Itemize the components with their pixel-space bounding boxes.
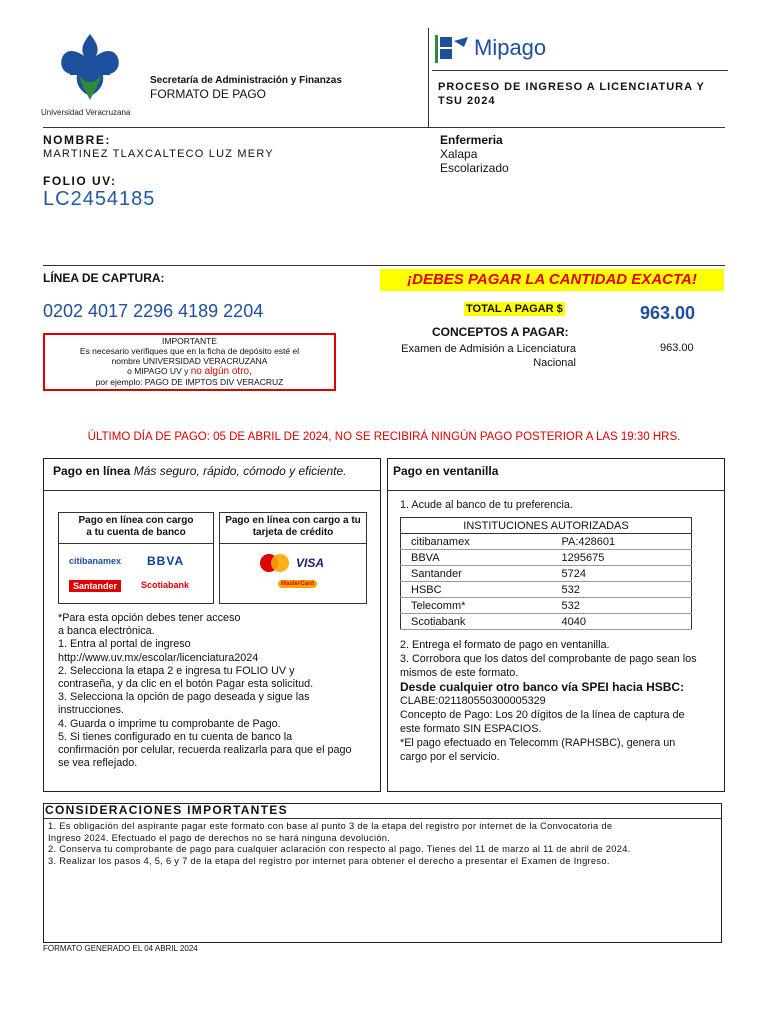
mastercard-logo[interactable]: MasterCard <box>278 580 317 588</box>
table-row <box>401 534 692 550</box>
secretaria-label: Secretaría de Administración y Finanzas <box>150 75 342 86</box>
captura-value: 0202 4017 2296 4189 2204 <box>43 301 264 321</box>
bank-account-box <box>58 512 214 604</box>
portal-link[interactable]: http://www.uv.mx/escolar/licenciatura2024 <box>58 651 259 664</box>
importante-line-3a: o MIPAGO UV y <box>127 366 191 376</box>
table-row <box>401 614 692 630</box>
concepto-amount: 963.00 <box>660 342 694 354</box>
scotiabank-logo[interactable]: Scotiabank <box>141 580 190 590</box>
header-divider <box>428 28 429 128</box>
online-instr-11: se vea reflejado. <box>58 757 138 770</box>
clabe: CLABE:021180550300005329 <box>400 695 546 707</box>
online-instr-10: confirmación por celular, recuerda realizarla para que el pago <box>58 744 352 757</box>
branch-step-3b: mismos de este formato. <box>400 667 519 679</box>
telecomm-note-2: cargo por el servicio. <box>400 751 500 763</box>
total-value: 963.00 <box>640 303 696 323</box>
online-head-rule <box>43 490 381 491</box>
modalidad: Escolarizado <box>440 161 509 175</box>
citibanamex-logo[interactable]: citibanamex <box>69 556 122 566</box>
branch-head-rule <box>387 490 725 491</box>
total-label: TOTAL A PAGAR $ <box>466 303 563 315</box>
section-rule <box>43 265 725 266</box>
online-instr-6: 3. Selecciona la opción de pago deseada y sigue las <box>58 691 310 704</box>
importante-line-3b: no algún otro, <box>190 366 252 377</box>
concepto-pago-1: Concepto de Pago: Los 20 dígitos de la línea de captura de <box>400 709 685 721</box>
online-instr-0: *Para esta opción debes tener acceso <box>58 612 241 624</box>
online-instr-9: 5. Si tienes configurado en tu cuenta de banco la <box>58 730 293 743</box>
concepto-line-1: Examen de Admisión a Licenciatura <box>401 343 576 355</box>
importante-line-4: por ejemplo: PAGO DE IMPTOS DIV VERACRUZ <box>95 377 284 387</box>
institution-ref: 4040 <box>552 614 692 630</box>
online-instr-8: 4. Guarda o imprime tu comprobante de Pago. <box>58 717 281 730</box>
credit-card-head-1: Pago en línea con cargo a tu <box>225 515 361 526</box>
online-instr-7: instrucciones. <box>58 704 125 717</box>
conceptos-label: CONCEPTOS A PAGAR: <box>432 325 569 339</box>
concepto-description <box>380 342 576 370</box>
consideration-item: Ingreso 2024. Efectuado el pago de derechos no se hará ninguna devolución. <box>48 832 391 843</box>
institution-name: citibanamex <box>401 534 552 550</box>
deadline-notice: ÚLTIMO DÍA DE PAGO: 05 DE ABRIL DE 2024, NO SE RECIBIRÁ NINGÚN PAGO POSTERIOR A LAS 19:30 HRS. <box>87 431 681 443</box>
uv-logo <box>40 30 140 120</box>
branch-step-1: 1. Acude al banco de tu preferencia. <box>400 499 573 511</box>
branch-title: Pago en ventanilla <box>393 464 499 478</box>
concepto-pago-2: este formato SIN ESPACIOS. <box>400 723 542 735</box>
header-rule <box>432 70 728 71</box>
online-title-row <box>53 464 346 478</box>
telecomm-note-1: *El pago efectuado en Telecomm (RAPHSBC), genera un <box>400 737 676 749</box>
spei-title: Desde cualquier otro banco vía SPEI hacia HSBC: <box>400 680 685 694</box>
carrera: Enfermeria <box>440 133 503 147</box>
importante-notice <box>43 333 336 391</box>
institution-ref: 532 <box>552 582 692 598</box>
branch-steps-2-3 <box>400 638 720 764</box>
institution-ref: 5724 <box>552 566 692 582</box>
nombre-value: MARTINEZ TLAXCALTECO LUZ MERY <box>43 148 274 160</box>
considerations-text <box>48 821 718 867</box>
institution-name: Santander <box>401 566 552 582</box>
table-row <box>401 566 692 582</box>
generated-date: FORMATO GENERADO EL 04 ABRIL 2024 <box>43 944 198 953</box>
online-subtitle: Más seguro, rápido, cómodo y eficiente. <box>133 464 347 478</box>
bank-account-head-1: Pago en línea con cargo <box>78 515 194 526</box>
mipago-brand: Mipago <box>474 35 547 60</box>
formato-label: FORMATO DE PAGO <box>150 87 267 101</box>
sede: Xalapa <box>440 147 478 161</box>
proceso-title: PROCESO DE INGRESO A LICENCIATURA Y TSU 2024 <box>438 81 705 107</box>
card-logos <box>220 543 366 603</box>
table-row <box>401 598 692 614</box>
online-instr-5: contraseña, y da clic en el botón Pagar esta solicitud. <box>58 678 314 691</box>
folio-label: FOLIO UV: <box>43 174 117 188</box>
folio-value: LC2454185 <box>43 188 156 210</box>
institution-name: Scotiabank <box>401 614 552 630</box>
online-instr-4: 2. Selecciona la etapa 2 e ingresa tu FOLIO UV y <box>58 664 295 677</box>
table-row <box>401 550 692 566</box>
bank-account-head-2: a tu cuenta de banco <box>86 527 186 538</box>
online-instr-1: a banca electrónica. <box>58 625 155 638</box>
importante-line-1: Es necesario verifiques que en la ficha de depósito esté el <box>79 346 300 356</box>
program-info <box>440 133 509 175</box>
online-instructions <box>58 612 368 770</box>
consideration-item: 2. Conserva tu comprobante de pago para cualquier aclaración con respecto al pago. Tienes del 11 de marzo al 11 de abril de 2024. <box>48 844 631 854</box>
institutions-table-head: INSTITUCIONES AUTORIZADAS <box>401 518 692 534</box>
consideration-item: 1. Es obligación del aspirante pagar este formato con base al punto 3 de la etapa del registro por internet de la Convocatoria de <box>48 821 613 831</box>
branch-step-2: 2. Entrega el formato de pago en ventanilla. <box>400 639 610 651</box>
consideration-item: 3. Realizar los pasos 4, 5, 6 y 7 de la etapa del registro por internet para obtener el derecho a presentar el Examen de Ingreso. <box>48 855 610 866</box>
concepto-line-2: Nacional <box>533 357 576 369</box>
bank-logos <box>59 543 213 603</box>
importante-title: IMPORTANTE <box>162 336 217 346</box>
institution-name: BBVA <box>401 550 552 566</box>
branch-step-3a: 3. Corrobora que los datos del comprobante de pago sean los <box>400 653 697 665</box>
bbva-logo[interactable]: BBVA <box>147 554 185 568</box>
bank-account-head <box>59 515 213 539</box>
credit-card-box <box>219 512 367 604</box>
importante-line-2: nombre UNIVERSIDAD VERACRUZANA <box>111 356 268 366</box>
online-title: Pago en línea <box>53 464 131 478</box>
institutions-table <box>400 517 692 630</box>
institution-name: HSBC <box>401 582 552 598</box>
mastercard-circles-icon <box>260 554 290 572</box>
table-row <box>401 582 692 598</box>
online-instr-2: 1. Entra al portal de ingreso <box>58 638 191 651</box>
institution-ref: PA:428601 <box>552 534 692 550</box>
credit-card-head <box>220 515 366 539</box>
considerations-rule <box>43 818 722 819</box>
considerations-title: CONSIDERACIONES IMPORTANTES <box>45 803 288 817</box>
nombre-label: NOMBRE: <box>43 133 111 147</box>
header-bottom-rule <box>43 127 725 128</box>
exact-amount-warning: ¡DEBES PAGAR LA CANTIDAD EXACTA! <box>380 269 724 291</box>
institution-ref: 1295675 <box>552 550 692 566</box>
institution-name: Telecomm* <box>401 598 552 614</box>
visa-logo[interactable]: VISA <box>296 556 325 570</box>
credit-card-head-2: tarjeta de crédito <box>252 527 334 538</box>
captura-label: LÍNEA DE CAPTURA: <box>43 271 165 285</box>
university-name: Universidad Veracruzana <box>41 108 131 117</box>
institution-ref: 532 <box>552 598 692 614</box>
santander-logo[interactable]: Santander <box>69 580 121 592</box>
